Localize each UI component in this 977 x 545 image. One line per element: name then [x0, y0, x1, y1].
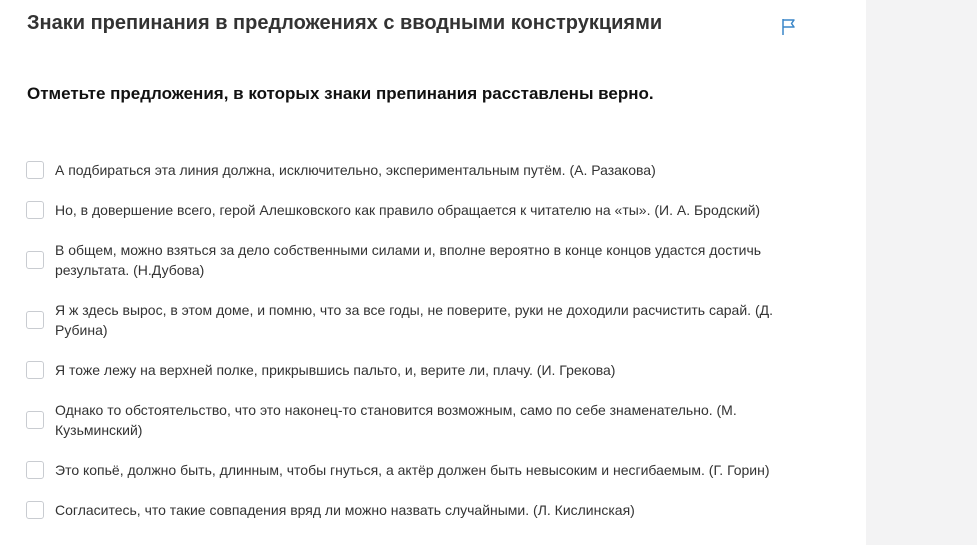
option-text: Согласитесь, что такие совпадения вряд ли можно назвать случайными. (Л. Кислинская) — [55, 502, 635, 518]
answer-option[interactable] — [26, 160, 826, 180]
checkbox[interactable] — [26, 361, 44, 379]
option-text: Но, в довершение всего, герой Алешковского как правило обращается к читателю на «ты». (И. А. Бродский) — [55, 202, 761, 218]
question-prompt: Отметьте предложения, в которых знаки препинания расставлены верно. — [27, 84, 654, 103]
answer-option[interactable] — [26, 460, 826, 480]
answer-option[interactable] — [26, 400, 826, 440]
flag-icon[interactable] — [780, 18, 798, 36]
answer-option[interactable] — [26, 300, 826, 340]
checkbox[interactable] — [26, 201, 44, 219]
option-text: В общем, можно взяться за дело собственными силами и, вполне вероятно в конце концов удастся достичь результата. (Н.Дубова) — [55, 242, 762, 278]
side-panel — [866, 0, 977, 545]
option-text: Это копьё, должно быть, длинным, чтобы гнуться, а актёр должен быть невысоким и несгибаемым. (Г. Горин) — [55, 462, 770, 478]
checkbox[interactable] — [26, 161, 44, 179]
checkbox[interactable] — [26, 311, 44, 329]
option-text: А подбираться эта линия должна, исключительно, экспериментальным путём. (А. Разакова) — [55, 162, 656, 178]
option-text: Однако то обстоятельство, что это наконец-то становится возможным, само по себе знаменательно. (М. Кузьминский) — [55, 402, 737, 438]
checkbox[interactable] — [26, 411, 44, 429]
checkbox[interactable] — [26, 501, 44, 519]
checkbox[interactable] — [26, 251, 44, 269]
answer-option[interactable] — [26, 500, 826, 520]
option-text: Я ж здесь вырос, в этом доме, и помню, что за все годы, не поверите, руки не доходили расчистить сарай. (Д. Рубина) — [55, 302, 773, 338]
answer-option[interactable] — [26, 240, 826, 280]
answer-option[interactable] — [26, 360, 826, 380]
page-title: Знаки препинания в предложениях с вводными конструкциями — [27, 12, 663, 34]
option-text: Я тоже лежу на верхней полке, прикрывшись пальто, и, верите ли, плачу. (И. Грекова) — [55, 362, 616, 378]
checkbox[interactable] — [26, 461, 44, 479]
answer-option[interactable] — [26, 200, 826, 220]
